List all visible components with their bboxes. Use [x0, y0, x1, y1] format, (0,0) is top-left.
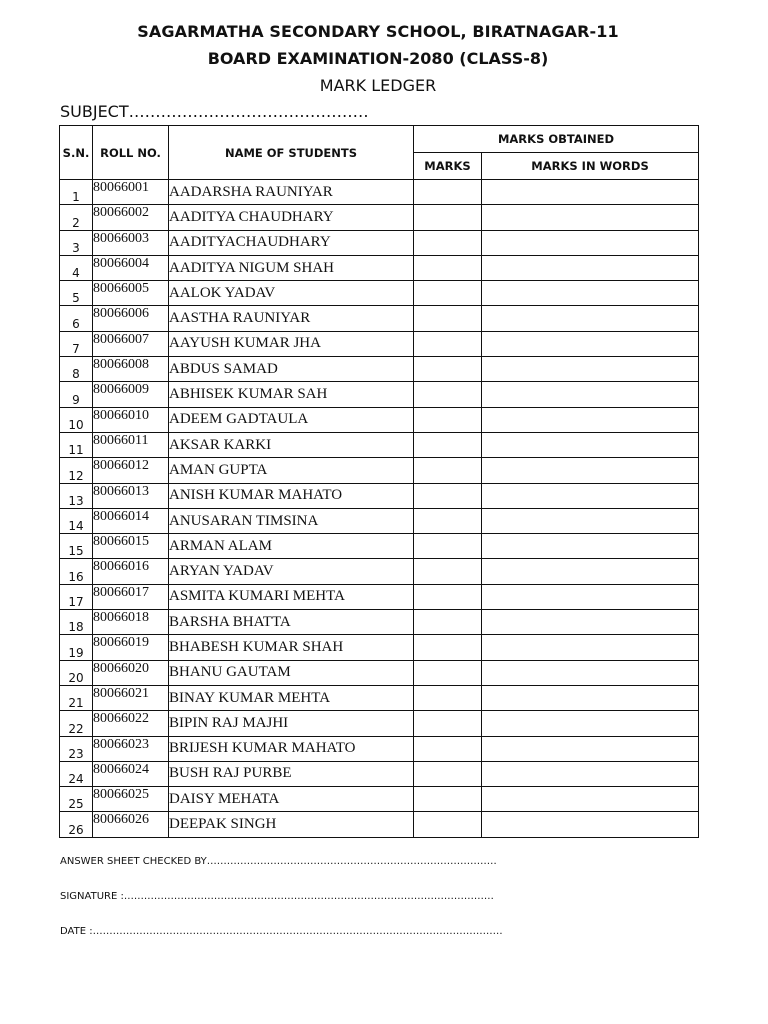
- signature-field: SIGNATURE :…………………………………………………………………………………………………: [60, 891, 494, 902]
- roll-no-cell: 80066008: [93, 357, 169, 382]
- sn-cell: 16: [60, 559, 93, 584]
- marks-in-words-cell[interactable]: [482, 711, 699, 736]
- table-row: [60, 812, 699, 837]
- marks-cell[interactable]: [414, 230, 482, 255]
- sn-cell: 19: [60, 635, 93, 660]
- marks-in-words-cell[interactable]: [482, 787, 699, 812]
- exam-title: BOARD EXAMINATION-2080 (CLASS-8): [207, 49, 549, 68]
- roll-no-cell: 80066021: [93, 685, 169, 710]
- table-row: [60, 635, 699, 660]
- school-name: SAGARMATHA SECONDARY SCHOOL, BIRATNAGAR-11: [137, 22, 619, 41]
- ledger-title: MARK LEDGER: [319, 76, 437, 95]
- table-row: [60, 281, 699, 306]
- header-student-name: NAME OF STUDENTS: [169, 126, 414, 180]
- marks-cell[interactable]: [414, 255, 482, 280]
- roll-no-cell: 80066022: [93, 711, 169, 736]
- sn-cell: 4: [60, 255, 93, 280]
- sn-cell: 8: [60, 357, 93, 382]
- checked-by-field: ANSWER SHEET CHECKED BY……………………………………………………………………………: [60, 856, 497, 867]
- roll-no-cell: 80066026: [93, 812, 169, 837]
- student-name-cell: AADITYA CHAUDHARY: [169, 205, 414, 230]
- date-field: DATE :……………………………………………………………………………………………………………: [60, 926, 503, 937]
- marks-in-words-cell[interactable]: [482, 357, 699, 382]
- header-marks: MARKS: [414, 153, 482, 180]
- marks-in-words-cell[interactable]: [482, 534, 699, 559]
- table-row: [60, 458, 699, 483]
- marks-cell[interactable]: [414, 534, 482, 559]
- table-row: [60, 306, 699, 331]
- marks-cell[interactable]: [414, 407, 482, 432]
- student-name-cell: BARSHA BHATTA: [169, 610, 414, 635]
- student-name-cell: BINAY KUMAR MEHTA: [169, 685, 414, 710]
- roll-no-cell: 80066019: [93, 635, 169, 660]
- roll-no-cell: 80066016: [93, 559, 169, 584]
- header-sn: S.N.: [60, 126, 93, 180]
- roll-no-cell: 80066011: [93, 432, 169, 457]
- student-name-cell: AASTHA RAUNIYAR: [169, 306, 414, 331]
- student-name-cell: BUSH RAJ PURBE: [169, 761, 414, 786]
- roll-no-cell: 80066009: [93, 382, 169, 407]
- marks-in-words-cell[interactable]: [482, 281, 699, 306]
- marks-cell[interactable]: [414, 736, 482, 761]
- marks-in-words-cell[interactable]: [482, 432, 699, 457]
- marks-in-words-cell[interactable]: [482, 761, 699, 786]
- table-row: [60, 610, 699, 635]
- student-name-cell: BHANU GAUTAM: [169, 660, 414, 685]
- table-row: [60, 407, 699, 432]
- roll-no-cell: 80066007: [93, 331, 169, 356]
- table-row: [60, 432, 699, 457]
- marks-in-words-cell[interactable]: [482, 458, 699, 483]
- roll-no-cell: 80066018: [93, 610, 169, 635]
- sn-cell: 10: [60, 407, 93, 432]
- table-row: [60, 255, 699, 280]
- student-name-cell: ANISH KUMAR MAHATO: [169, 483, 414, 508]
- marks-cell[interactable]: [414, 205, 482, 230]
- sn-cell: 24: [60, 761, 93, 786]
- table-row: [60, 180, 699, 205]
- marks-cell[interactable]: [414, 610, 482, 635]
- student-name-cell: AADITYA NIGUM SHAH: [169, 255, 414, 280]
- table-row: [60, 508, 699, 533]
- marks-in-words-cell[interactable]: [482, 331, 699, 356]
- student-name-cell: ARYAN YADAV: [169, 559, 414, 584]
- sn-cell: 17: [60, 584, 93, 609]
- marks-in-words-cell[interactable]: [482, 382, 699, 407]
- marks-cell[interactable]: [414, 584, 482, 609]
- sn-cell: 20: [60, 660, 93, 685]
- student-name-cell: ARMAN ALAM: [169, 534, 414, 559]
- marks-in-words-cell[interactable]: [482, 685, 699, 710]
- table-row: [60, 761, 699, 786]
- roll-no-cell: 80066020: [93, 660, 169, 685]
- roll-no-cell: 80066017: [93, 584, 169, 609]
- marks-cell[interactable]: [414, 483, 482, 508]
- marks-cell[interactable]: [414, 635, 482, 660]
- sn-cell: 9: [60, 382, 93, 407]
- table-row: [60, 483, 699, 508]
- marks-in-words-cell[interactable]: [482, 660, 699, 685]
- marks-in-words-cell[interactable]: [482, 180, 699, 205]
- student-name-cell: ABDUS SAMAD: [169, 357, 414, 382]
- sn-cell: 22: [60, 711, 93, 736]
- marks-in-words-cell[interactable]: [482, 230, 699, 255]
- sn-cell: 2: [60, 205, 93, 230]
- marks-cell[interactable]: [414, 432, 482, 457]
- roll-no-cell: 80066003: [93, 230, 169, 255]
- student-name-cell: ASMITA KUMARI MEHTA: [169, 584, 414, 609]
- marks-in-words-cell[interactable]: [482, 635, 699, 660]
- marks-in-words-cell[interactable]: [482, 610, 699, 635]
- student-name-cell: DEEPAK SINGH: [169, 812, 414, 837]
- marks-in-words-cell[interactable]: [482, 508, 699, 533]
- table-row: [60, 736, 699, 761]
- marks-cell[interactable]: [414, 306, 482, 331]
- marks-in-words-cell[interactable]: [482, 736, 699, 761]
- sn-cell: 12: [60, 458, 93, 483]
- sn-cell: 13: [60, 483, 93, 508]
- sn-cell: 1: [60, 180, 93, 205]
- sn-cell: 21: [60, 685, 93, 710]
- sn-cell: 5: [60, 281, 93, 306]
- table-row: [60, 787, 699, 812]
- roll-no-cell: 80066002: [93, 205, 169, 230]
- mark-ledger-table: [59, 125, 699, 838]
- table-row: [60, 711, 699, 736]
- header-roll-no: ROLL NO.: [93, 126, 169, 180]
- sn-cell: 15: [60, 534, 93, 559]
- ledger-body: [60, 180, 699, 838]
- roll-no-cell: 80066010: [93, 407, 169, 432]
- marks-cell[interactable]: [414, 559, 482, 584]
- marks-cell[interactable]: [414, 787, 482, 812]
- roll-no-cell: 80066005: [93, 281, 169, 306]
- marks-in-words-cell[interactable]: [482, 812, 699, 837]
- roll-no-cell: 80066023: [93, 736, 169, 761]
- marks-cell[interactable]: [414, 711, 482, 736]
- student-name-cell: ANUSARAN TIMSINA: [169, 508, 414, 533]
- marks-cell[interactable]: [414, 685, 482, 710]
- student-name-cell: AALOK YADAV: [169, 281, 414, 306]
- marks-cell[interactable]: [414, 458, 482, 483]
- student-name-cell: AKSAR KARKI: [169, 432, 414, 457]
- student-name-cell: AMAN GUPTA: [169, 458, 414, 483]
- table-row: [60, 205, 699, 230]
- roll-no-cell: 80066025: [93, 787, 169, 812]
- sn-cell: 18: [60, 610, 93, 635]
- sn-cell: 14: [60, 508, 93, 533]
- table-row: [60, 584, 699, 609]
- sn-cell: 25: [60, 787, 93, 812]
- student-name-cell: DAISY MEHATA: [169, 787, 414, 812]
- student-name-cell: AADITYACHAUDHARY: [169, 230, 414, 255]
- roll-no-cell: 80066013: [93, 483, 169, 508]
- student-name-cell: BIPIN RAJ MAJHI: [169, 711, 414, 736]
- marks-in-words-cell[interactable]: [482, 205, 699, 230]
- marks-in-words-cell[interactable]: [482, 559, 699, 584]
- student-name-cell: ABHISEK KUMAR SAH: [169, 382, 414, 407]
- marks-in-words-cell[interactable]: [482, 584, 699, 609]
- roll-no-cell: 80066006: [93, 306, 169, 331]
- student-name-cell: AAYUSH KUMAR JHA: [169, 331, 414, 356]
- marks-cell[interactable]: [414, 761, 482, 786]
- marks-in-words-cell[interactable]: [482, 407, 699, 432]
- roll-no-cell: 80066012: [93, 458, 169, 483]
- marks-cell[interactable]: [414, 281, 482, 306]
- sn-cell: 3: [60, 230, 93, 255]
- table-row: [60, 357, 699, 382]
- roll-no-cell: 80066024: [93, 761, 169, 786]
- marks-in-words-cell[interactable]: [482, 483, 699, 508]
- sn-cell: 11: [60, 432, 93, 457]
- header-marks-in-words: MARKS IN WORDS: [482, 153, 699, 180]
- roll-no-cell: 80066015: [93, 534, 169, 559]
- sn-cell: 23: [60, 736, 93, 761]
- marks-cell[interactable]: [414, 508, 482, 533]
- marks-cell[interactable]: [414, 180, 482, 205]
- sn-cell: 7: [60, 331, 93, 356]
- sn-cell: 6: [60, 306, 93, 331]
- roll-no-cell: 80066004: [93, 255, 169, 280]
- table-row: [60, 559, 699, 584]
- marks-cell[interactable]: [414, 660, 482, 685]
- table-row: [60, 534, 699, 559]
- marks-cell[interactable]: [414, 357, 482, 382]
- table-row: [60, 660, 699, 685]
- table-row: [60, 382, 699, 407]
- marks-cell[interactable]: [414, 331, 482, 356]
- header-marks-obtained: MARKS OBTAINED: [414, 126, 699, 153]
- marks-in-words-cell[interactable]: [482, 255, 699, 280]
- marks-cell[interactable]: [414, 382, 482, 407]
- marks-in-words-cell[interactable]: [482, 306, 699, 331]
- table-row: [60, 685, 699, 710]
- student-name-cell: ADEEM GADTAULA: [169, 407, 414, 432]
- subject-field: SUBJECT………………………………………: [60, 102, 369, 121]
- student-name-cell: BHABESH KUMAR SHAH: [169, 635, 414, 660]
- roll-no-cell: 80066014: [93, 508, 169, 533]
- student-name-cell: BRIJESH KUMAR MAHATO: [169, 736, 414, 761]
- table-row: [60, 230, 699, 255]
- student-name-cell: AADARSHA RAUNIYAR: [169, 180, 414, 205]
- marks-cell[interactable]: [414, 812, 482, 837]
- sn-cell: 26: [60, 812, 93, 837]
- roll-no-cell: 80066001: [93, 180, 169, 205]
- table-row: [60, 331, 699, 356]
